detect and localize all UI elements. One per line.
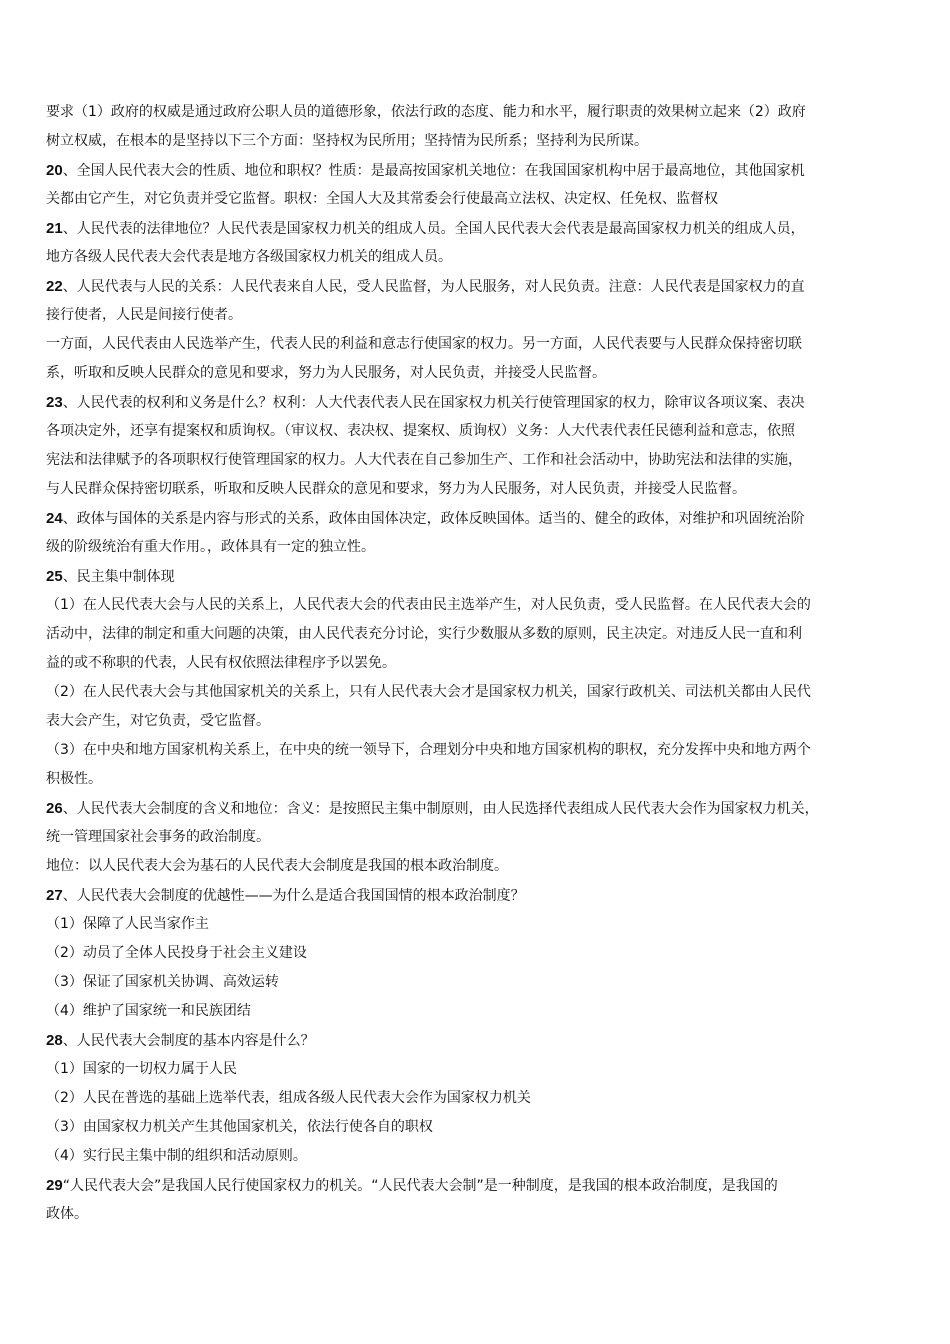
question-number: 20 <box>46 162 63 179</box>
text-line: （1）在人民代表大会与人民的关系上，人民代表大会的代表由民主选举产生，对人民负责，受人民监督。在人民代表大会的 <box>46 597 811 613</box>
text-line: （2）动员了全体人民投身于社会主义建设 <box>46 945 307 961</box>
text-line: （1）国家的一切权力属于人民 <box>46 1061 237 1077</box>
document-body <box>46 98 936 1229</box>
question-number: 26 <box>46 800 63 817</box>
text-line: 与人民群众保持密切联系，听取和反映人民群众的意见和要求，努力为人民服务，对人民负责，并接受人民监督。 <box>46 481 746 497</box>
text-line: （3）在中央和地方国家机构关系上，在中央的统一领导下，合理划分中央和地方国家机构的职权，充分发挥中央和地方两个 <box>46 742 811 758</box>
text-line: （2）在人民代表大会与其他国家机关的关系上，只有人民代表大会才是国家权力机关，国家行政机关、司法机关都由人民代 <box>46 684 811 700</box>
question-number: 29 <box>46 1177 63 1194</box>
text-line: （2）人民在普选的基础上选举代表，组成各级人民代表大会作为国家权力机关 <box>46 1090 531 1106</box>
text-line: 积极性。 <box>46 771 102 787</box>
question-number: 25 <box>46 568 63 585</box>
text-line: 益的或不称职的代表，人民有权依照法律程序予以罢免。 <box>46 655 396 671</box>
text-line: 27、人民代表大会制度的优越性——为什么是适合我国国情的根本政治制度？ <box>46 887 525 904</box>
text-line: 29“人民代表大会”是我国人民行使国家权力的机关。“人民代表大会制”是一种制度，是我国的根本政治制度，是我国的 <box>46 1177 778 1194</box>
text-line: （1）保障了人民当家作主 <box>46 916 209 932</box>
question-number: 28 <box>46 1032 63 1049</box>
text-line: 系，听取和反映人民群众的意见和要求，努力为人民服务，对人民负责，并接受人民监督。 <box>46 365 606 381</box>
question-number: 23 <box>46 394 63 411</box>
text-line: （4）维护了国家统一和民族团结 <box>46 1003 251 1019</box>
text-line: 活动中，法律的制定和重大问题的决策，由人民代表充分讨论，实行少数服从多数的原则，民主决定。对违反人民一直和利 <box>46 626 802 642</box>
text-line: 表大会产生，对它负责，受它监督。 <box>46 713 270 729</box>
text-line: （3）保证了国家机关协调、高效运转 <box>46 974 279 990</box>
text-line: 23、人民代表的权利和义务是什么？权利：人大代表代表人民在国家权力机关行使管理国家的权力，除审议各项议案、表决 <box>46 394 805 411</box>
text-line: 20、全国人民代表大会的性质、地位和职权？性质：是最高按国家机关地位：在我国国家机构中居于最高地位，其他国家机 <box>46 162 805 179</box>
question-number: 21 <box>46 220 63 237</box>
text-line: 24、政体与国体的关系是内容与形式的关系，政体由国体决定，政体反映国体。适当的、健全的政体，对维护和巩固统治阶 <box>46 510 805 527</box>
text-line: 25、民主集中制体现 <box>46 568 175 585</box>
text-line: （4）实行民主集中制的组织和活动原则。 <box>46 1148 307 1164</box>
text-line: 地位：以人民代表大会为基石的人民代表大会制度是我国的根本政治制度。 <box>46 858 508 874</box>
question-number: 24 <box>46 510 63 527</box>
text-line: 统一管理国家社会事务的政治制度。 <box>46 829 270 845</box>
text-line: 树立权威，在根本的是坚持以下三个方面：坚持权为民所用；坚持情为民所系；坚持利为民所谋。 <box>46 133 648 149</box>
text-line: 政体。 <box>46 1206 88 1222</box>
text-line: 关都由它产生，对它负责并受它监督。职权：全国人大及其常委会行使最高立法权、决定权、任免权、监督权 <box>46 191 718 207</box>
text-line: 26、人民代表大会制度的含义和地位：含义：是按照民主集中制原则，由人民选择代表组成人民代表大会作为国家权力机关， <box>46 800 819 817</box>
text-line: 28、人民代表大会制度的基本内容是什么？ <box>46 1032 315 1049</box>
text-line: 各项决定外，还享有提案权和质询权。（审议权、表决权、提案权、质询权）义务：人大代表代表任民德利益和意志，依照 <box>46 423 795 439</box>
question-number: 22 <box>46 278 63 295</box>
text-line: 级的阶级统治有重大作用。，政体具有一定的独立性。 <box>46 539 375 555</box>
text-line: 22、人民代表与人民的关系：人民代表来自人民，受人民监督，为人民服务，对人民负责。注意：人民代表是国家权力的直 <box>46 278 805 295</box>
text-line: 宪法和法律赋予的各项职权行使管理国家的权力。人大代表在自己参加生产、工作和社会活动中，协助宪法和法律的实施， <box>46 452 802 468</box>
question-number: 27 <box>46 887 63 904</box>
text-line: 21、人民代表的法律地位？人民代表是国家权力机关的组成人员。全国人民代表大会代表是最高国家权力机关的组成人员， <box>46 220 805 237</box>
text-line: 接行使者，人民是间接行使者。 <box>46 307 242 323</box>
text-line: 一方面，人民代表由人民选举产生，代表人民的利益和意志行使国家的权力。另一方面，人民代表要与人民群众保持密切联 <box>46 336 802 352</box>
text-line: （3）由国家权力机关产生其他国家机关，依法行使各自的职权 <box>46 1119 433 1135</box>
text-line: 要求（1）政府的权威是通过政府公职人员的道德形象，依法行政的态度、能力和水平，履行职责的效果树立起来（2）政府 <box>46 104 806 120</box>
text-line: 地方各级人民代表大会代表是地方各级国家权力机关的组成人员。 <box>46 249 452 265</box>
